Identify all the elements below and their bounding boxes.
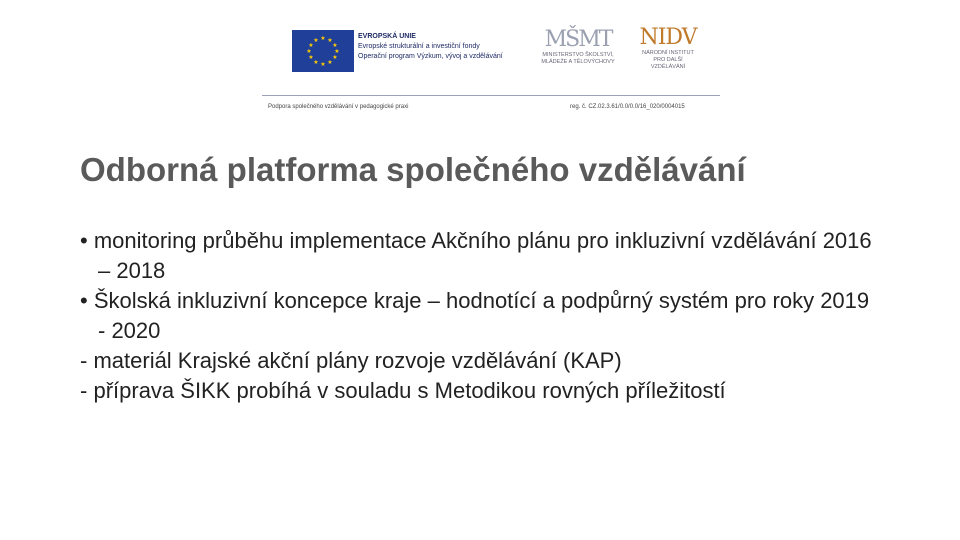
svg-text:★: ★: [308, 42, 314, 49]
svg-text:★: ★: [327, 59, 333, 66]
list-item: [80, 376, 880, 406]
list-item-text: materiál Krajské akční plány rozvoje vzdělávání (KAP): [93, 348, 622, 373]
list-item: [80, 226, 880, 286]
slide-title: Odborná platforma společného vzdělávání: [80, 151, 746, 188]
svg-text:★: ★: [327, 37, 333, 44]
svg-text:★: ★: [308, 54, 314, 61]
list-item: [80, 286, 880, 346]
bullet-marker: •: [80, 288, 88, 313]
msmt-logo-caption: MINISTERSTVO ŠKOLSTVÍ, MLÁDEŽE A TĚLOVÝCHOVY: [541, 52, 615, 65]
dash-marker: -: [80, 378, 88, 403]
eu-logo-text: [358, 32, 528, 62]
eu-flag-icon: [292, 30, 354, 72]
svg-text:★: ★: [320, 35, 326, 42]
eu-logo-line1: EVROPSKÁ UNIE: [358, 33, 416, 40]
nidv-logo: [630, 26, 706, 78]
svg-text:★: ★: [320, 61, 326, 68]
list-item-text: monitoring průběhu implementace Akčního plánu pro inkluzivní vzdělávání 2016 – 2018: [93, 228, 872, 283]
eu-logo-line2: Evropské strukturální a investiční fondy: [358, 43, 480, 50]
nidv-logo-caption-2: PRO DALŠÍ: [653, 57, 683, 63]
list-item-text: Školská inkluzivní koncepce kraje – hodnotící a podpůrný systém pro roky 2019 - 2020: [93, 288, 870, 343]
nidv-logo-mark: NIDV: [639, 25, 697, 50]
svg-text:★: ★: [313, 59, 319, 66]
svg-text:★: ★: [313, 37, 319, 44]
header-divider: [262, 95, 720, 96]
nidv-logo-caption-3: VZDĚLÁVÁNÍ: [650, 64, 686, 70]
msmt-logo-mark: MŠMT: [544, 27, 612, 52]
msmt-logo: [536, 28, 620, 78]
svg-text:★: ★: [332, 42, 338, 49]
header-logos: [290, 24, 720, 80]
list-item: [80, 346, 880, 376]
bullet-marker: •: [80, 228, 88, 253]
nidv-logo-caption-1: NÁRODNÍ INSTITUT: [642, 50, 694, 56]
project-registration: reg. č. CZ.02.3.61/0.0/0.0/16_020/0004015: [570, 104, 685, 110]
svg-text:★: ★: [332, 54, 338, 61]
svg-text:★: ★: [306, 48, 312, 55]
eu-logo-line3: Operační program Výzkum, vývoj a vzdělávání: [358, 53, 503, 60]
list-item-text: příprava ŠIKK probíhá v souladu s Metodikou rovných příležitostí: [93, 378, 726, 403]
svg-text:★: ★: [334, 48, 340, 55]
project-name: Podpora společného vzdělávání v pedagogické praxi: [268, 104, 409, 110]
dash-marker: -: [80, 348, 88, 373]
slide-content: [80, 226, 880, 406]
